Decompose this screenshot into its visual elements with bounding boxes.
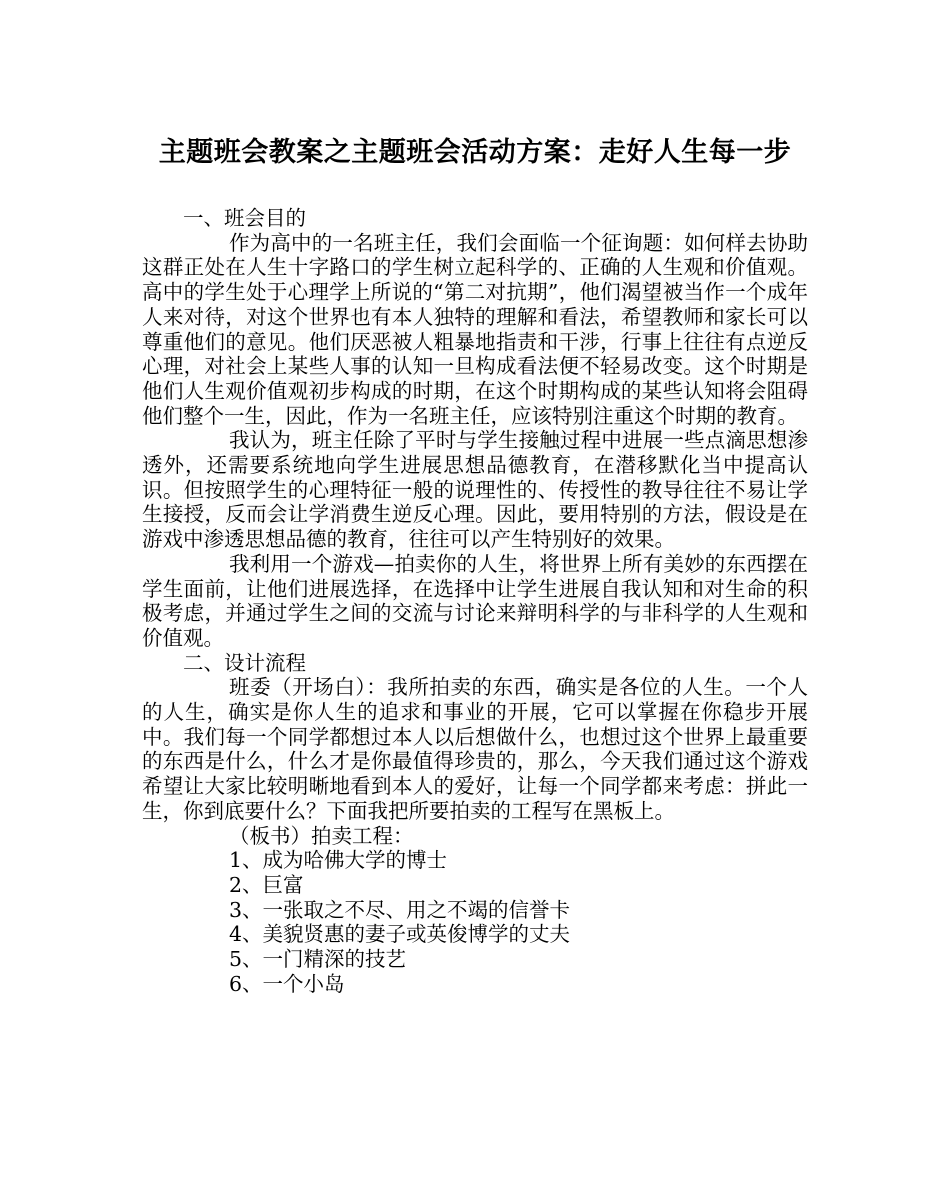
list-item: 3、一张取之不尽、用之不竭的信誉卡 [229,897,571,922]
paragraph-opening: 班委（开场白）：我所拍卖的东西，确实是各位的人生。一个人的人生，确实是你人生的追求和事业的开展，它可以掌握在你稳步开展中。我们每一个同学都想过本人以后想做什么，也想过这个世界上最重要的东西是什么，什么才是你最值得珍贵的，那么，今天我们通过这个游戏希望让大家比较明晰地看到本人的爱好，让每一个同学都来考虑：拼此一生，你到底要什么？下面我把所要拍卖的工程写在黑板上。 [142,675,808,823]
list-item: 1、成为哈佛大学的博士 [229,848,448,873]
list-item: 6、一个小岛 [229,971,345,996]
document-body [142,206,808,997]
auction-list-intro: （板书）拍卖工程： [229,823,414,848]
paragraph-intro: 作为高中的一名班主任，我们会面临一个征询题：如何样去协助这群正处在人生十字路口的学生树立起科学的、正确的人生观和价值观。高中的学生处于心理学上所说的“第二对抗期”，他们渴望被当作一个成年人来对待，对这个世界也有本人独特的理解和看法，希望教师和家长可以尊重他们的意见。他们厌恶被人粗暴地指责和干涉，行事上往往有点逆反心理，对社会上某些人事的认知一旦构成看法便不轻易改变。这个时期是他们人生观价值观初步构成的时期，在这个时期构成的某些认知将会阻碍他们整个一生，因此，作为一名班主任，应该特别注重这个时期的教育。 [142,230,808,428]
section-heading-process: 二、设计流程 [183,650,306,675]
list-item: 5、一门精深的技艺 [229,947,407,972]
paragraph-game: 我利用一个游戏—拍卖你的人生，将世界上所有美妙的东西摆在学生面前，让他们进展选择，在选择中让学生进展自我认知和对生命的积极考虑，并通过学生之间的交流与讨论来辩明科学的与非科学的人生观和价值观。 [142,551,808,650]
document-title: 主题班会教案之主题班会活动方案：走好人生每一步 [158,137,792,168]
section-heading-purpose: 一、班会目的 [183,206,306,230]
list-item: 2、巨富 [229,872,304,897]
list-item: 4、美貌贤惠的妻子或英俊博学的丈夫 [229,922,571,947]
paragraph-method: 我认为，班主任除了平时与学生接触过程中进展一些点滴思想渗透外，还需要系统地向学生进展思想品德教育，在潜移默化当中提高认识。但按照学生的心理特征一般的说理性的、传授性的教导往往不易让学生接授，反而会让学消费生逆反心理。因此，要用特别的方法，假设是在游戏中渗透思想品德的教育，往往可以产生特别好的效果。 [142,428,808,552]
